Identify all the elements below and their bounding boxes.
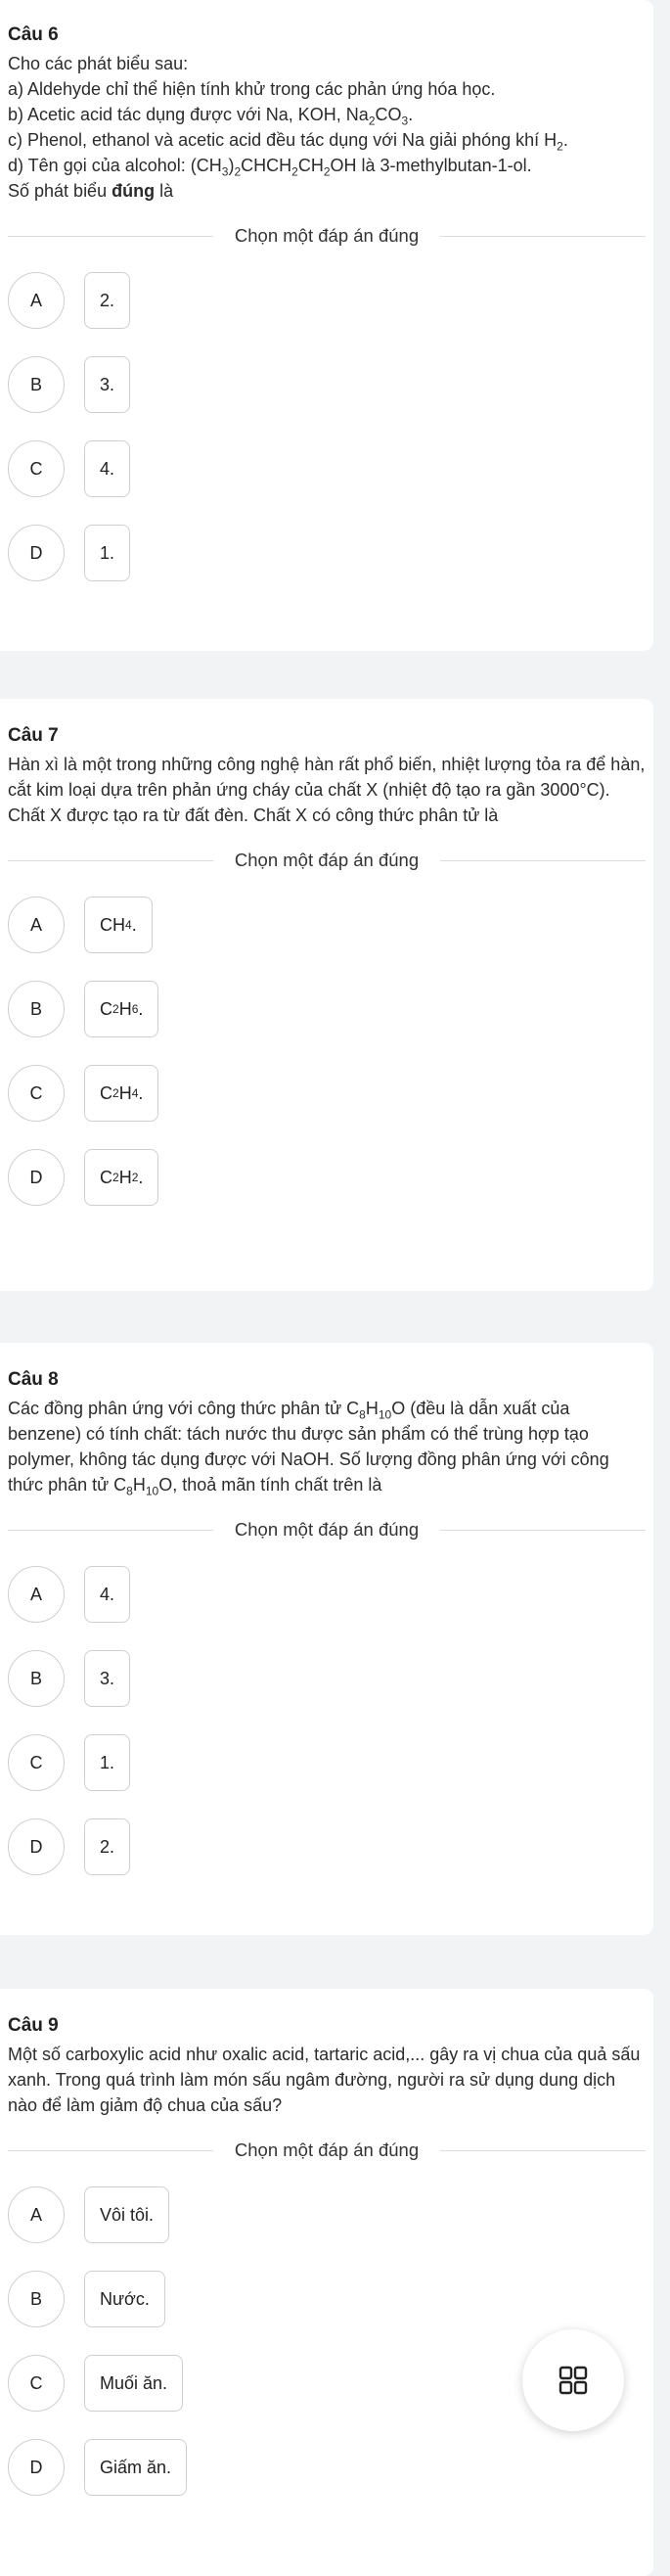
- option-a[interactable]: [8, 2173, 646, 2257]
- choose-answer-label: Chọn một đáp án đúng: [234, 2139, 420, 2160]
- question-title: Câu 6: [8, 24, 59, 45]
- option-letter[interactable]: B: [8, 356, 65, 413]
- question-text: [8, 1396, 646, 1497]
- option-letter[interactable]: B: [8, 1650, 65, 1707]
- option-answer[interactable]: C 2 H 2 .: [84, 1149, 158, 1206]
- question-card-9: [0, 1989, 653, 2576]
- option-answer[interactable]: 4.: [84, 1566, 130, 1623]
- option-letter[interactable]: C: [8, 440, 65, 497]
- option-letter[interactable]: A: [8, 1566, 65, 1623]
- question-line: c) Phenol, ethanol và acetic acid đều tác dụng với Na giải phóng khí $H_2$.: [8, 130, 568, 154]
- question-card-6: [0, 0, 653, 651]
- option-d[interactable]: [8, 1805, 646, 1889]
- option-d[interactable]: [8, 511, 646, 595]
- answer-options: [8, 258, 646, 595]
- question-text: [8, 752, 646, 828]
- answer-options: [8, 1552, 646, 1889]
- option-answer[interactable]: 1.: [84, 1734, 130, 1791]
- option-answer[interactable]: Muối ăn.: [84, 2355, 183, 2412]
- option-letter[interactable]: B: [8, 981, 65, 1037]
- option-answer[interactable]: CH 4 .: [84, 897, 153, 953]
- option-b[interactable]: [8, 1636, 646, 1721]
- choose-answer-label: Chọn một đáp án đúng: [234, 225, 420, 246]
- option-letter[interactable]: D: [8, 525, 65, 581]
- option-a[interactable]: [8, 258, 646, 343]
- choose-answer-label: Chọn một đáp án đúng: [234, 850, 420, 870]
- question-line: Cho các phát biểu sau:: [8, 54, 189, 73]
- option-answer[interactable]: 3.: [84, 1650, 130, 1707]
- choose-answer-divider: [8, 1515, 646, 1544]
- option-d[interactable]: [8, 2425, 646, 2509]
- option-answer[interactable]: Nước.: [84, 2271, 165, 2327]
- question-line: Hàn xì là một trong những công nghệ hàn rất phổ biến, nhiệt lượng tỏa ra để hàn, cắt kim loại dựa trên phản ứng cháy của chất X (nhiệt độ tạo ra gần 3000°C). Chất X được tạo ra từ đất đèn. Chất X có công thức phân tử là: [8, 755, 646, 825]
- question-line: Các đồng phân ứng với công thức phân tử $C_8H_{10}O$ (đều là dẫn xuất của benzene) có tính chất: tách nước thu được sản phẩm có thể trùng hợp tạo polymer, không tác dụng được với NaOH. Số lượng đồng phân ứng với công thức phân tử $C_8H_{10}O$, thoả mãn tính chất trên là: [8, 1399, 609, 1498]
- question-title: Câu 9: [8, 2015, 59, 2036]
- question-line: Một số carboxylic acid như oxalic acid, tartaric acid,... gây ra vị chua của quả sấu xanh. Trong quá trình làm món sấu ngâm đường, người ra sử dụng dung dịch nào để làm giảm độ chua của sấu?: [8, 2045, 641, 2115]
- grid-menu-icon: [558, 2365, 589, 2396]
- option-a[interactable]: [8, 1552, 646, 1636]
- option-answer[interactable]: 1.: [84, 525, 130, 581]
- option-c[interactable]: [8, 427, 646, 511]
- option-answer[interactable]: 4.: [84, 440, 130, 497]
- option-letter[interactable]: A: [8, 272, 65, 329]
- option-letter[interactable]: C: [8, 1734, 65, 1791]
- option-letter[interactable]: D: [8, 1149, 65, 1206]
- option-letter[interactable]: D: [8, 1818, 65, 1875]
- option-letter[interactable]: C: [8, 2355, 65, 2412]
- option-a[interactable]: [8, 883, 646, 967]
- option-b[interactable]: [8, 343, 646, 427]
- option-c[interactable]: [8, 1051, 646, 1135]
- option-letter[interactable]: A: [8, 897, 65, 953]
- option-b[interactable]: [8, 2257, 646, 2341]
- option-letter[interactable]: A: [8, 2186, 65, 2243]
- question-grid-button[interactable]: [522, 2329, 624, 2431]
- option-c[interactable]: [8, 1721, 646, 1805]
- question-line: b) Acetic acid tác dụng được với Na, KOH, $Na_2CO_3$.: [8, 105, 414, 128]
- option-answer[interactable]: 2.: [84, 272, 130, 329]
- option-answer[interactable]: 3.: [84, 356, 130, 413]
- question-card-7: [0, 699, 653, 1291]
- question-text: [8, 2042, 646, 2118]
- question-title: Câu 8: [8, 1369, 59, 1390]
- option-answer[interactable]: Vôi tôi.: [84, 2186, 169, 2243]
- choose-answer-divider: [8, 221, 646, 251]
- option-letter[interactable]: B: [8, 2271, 65, 2327]
- question-card-8: [0, 1343, 653, 1935]
- option-answer[interactable]: C 2 H 6 .: [84, 981, 158, 1037]
- option-answer[interactable]: C 2 H 4 .: [84, 1065, 158, 1122]
- answer-options: [8, 883, 646, 1219]
- option-answer[interactable]: 2.: [84, 1818, 130, 1875]
- choose-answer-divider: [8, 2136, 646, 2165]
- option-answer[interactable]: Giấm ăn.: [84, 2439, 187, 2496]
- question-line: Số phát biểu đúng là: [8, 181, 174, 201]
- option-b[interactable]: [8, 967, 646, 1051]
- option-letter[interactable]: C: [8, 1065, 65, 1122]
- question-line: a) Aldehyde chỉ thể hiện tính khử trong các phản ứng hóa học.: [8, 79, 496, 99]
- choose-answer-divider: [8, 846, 646, 875]
- option-letter[interactable]: D: [8, 2439, 65, 2496]
- question-title: Câu 7: [8, 725, 59, 746]
- question-line: d) Tên gọi của alcohol: $(CH_3)_2CHCH_2CH_2OH$ là 3-methylbutan-1-ol.: [8, 156, 532, 179]
- option-d[interactable]: [8, 1135, 646, 1219]
- question-text: [8, 51, 646, 204]
- choose-answer-label: Chọn một đáp án đúng: [234, 1519, 420, 1540]
